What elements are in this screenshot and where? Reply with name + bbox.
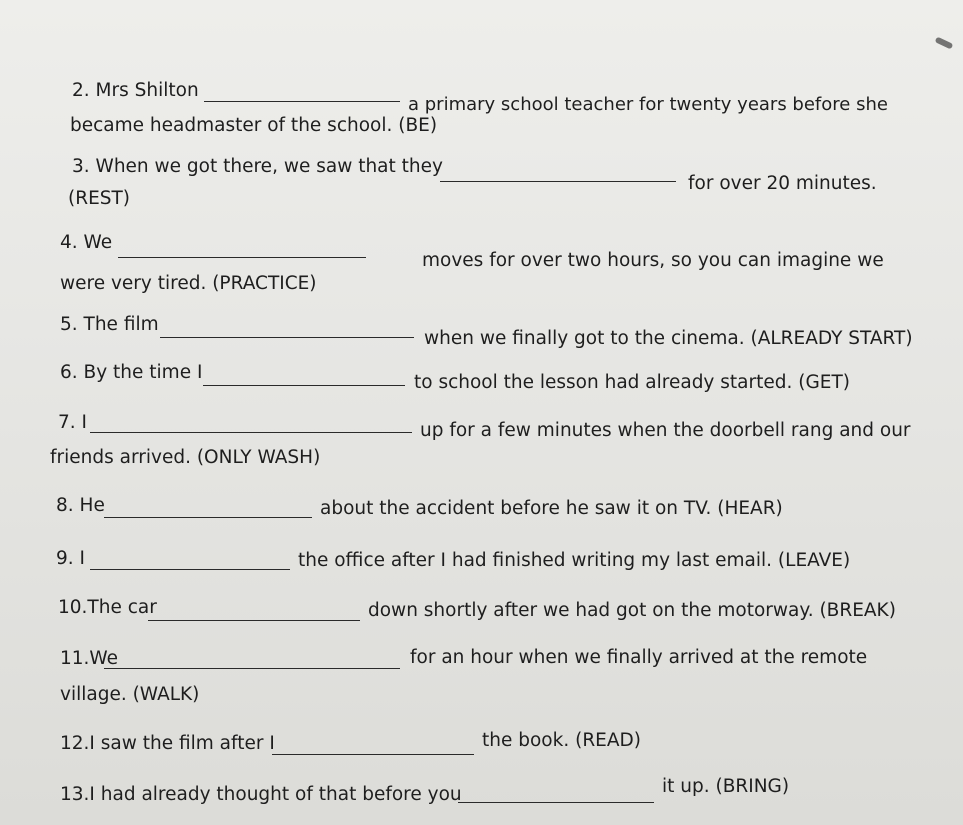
item-text-after: the office after I had finished writing my last email. (LEAVE) xyxy=(298,550,851,571)
answer-blank[interactable] xyxy=(440,181,676,182)
answer-blank[interactable] xyxy=(458,802,654,803)
item-text-before: 7. I xyxy=(58,412,87,433)
item-text-after: a primary school teacher for twenty years before she xyxy=(408,94,888,115)
item-text-after: for an hour when we finally arrived at the remote xyxy=(410,647,868,668)
item-text-before: 3. When we got there, we saw that they xyxy=(72,156,443,177)
item-text-after: to school the lesson had already started. (GET) xyxy=(414,372,850,393)
item-text-continuation: friends arrived. (ONLY WASH) xyxy=(50,447,321,468)
answer-blank[interactable] xyxy=(104,668,400,669)
item-text-after: down shortly after we had got on the motorway. (BREAK) xyxy=(368,600,896,621)
item-text-before: 9. I xyxy=(56,548,85,569)
item-text-continuation: were very tired. (PRACTICE) xyxy=(60,273,317,294)
item-text-before: 12.I saw the film after I xyxy=(60,733,275,754)
item-text-before: 6. By the time I xyxy=(60,362,203,383)
item-text-before: 13.I had already thought of that before you xyxy=(60,784,462,805)
answer-blank[interactable] xyxy=(160,337,414,338)
answer-blank[interactable] xyxy=(204,101,400,102)
answer-blank[interactable] xyxy=(148,620,360,621)
item-text-after: it up. (BRING) xyxy=(662,776,790,797)
item-text-after: when we finally got to the cinema. (ALREADY START) xyxy=(424,328,913,349)
answer-blank[interactable] xyxy=(90,432,412,433)
item-text-after: moves for over two hours, so you can imagine we xyxy=(422,250,884,271)
item-text-after: for over 20 minutes. xyxy=(688,173,877,194)
item-text-before: 4. We xyxy=(60,232,113,253)
item-text-before: 5. The film xyxy=(60,314,159,335)
item-text-after: about the accident before he saw it on TV. (HEAR) xyxy=(320,498,783,519)
item-text-continuation: village. (WALK) xyxy=(60,684,200,705)
answer-blank[interactable] xyxy=(90,569,290,570)
item-text-before: 11.We xyxy=(60,648,119,669)
item-text-before: 8. He xyxy=(56,495,105,516)
item-text-before: 2. Mrs Shilton xyxy=(72,80,199,101)
item-text-after: the book. (READ) xyxy=(482,730,641,751)
answer-blank[interactable] xyxy=(104,517,312,518)
item-text-after: up for a few minutes when the doorbell rang and our xyxy=(420,420,911,441)
ink-smudge xyxy=(935,36,954,49)
answer-blank[interactable] xyxy=(272,754,474,755)
item-text-continuation: became headmaster of the school. (BE) xyxy=(70,115,438,136)
answer-blank[interactable] xyxy=(118,257,366,258)
answer-blank[interactable] xyxy=(203,385,405,386)
item-text-before: 10.The car xyxy=(58,597,157,618)
item-text-continuation: (REST) xyxy=(68,188,131,209)
